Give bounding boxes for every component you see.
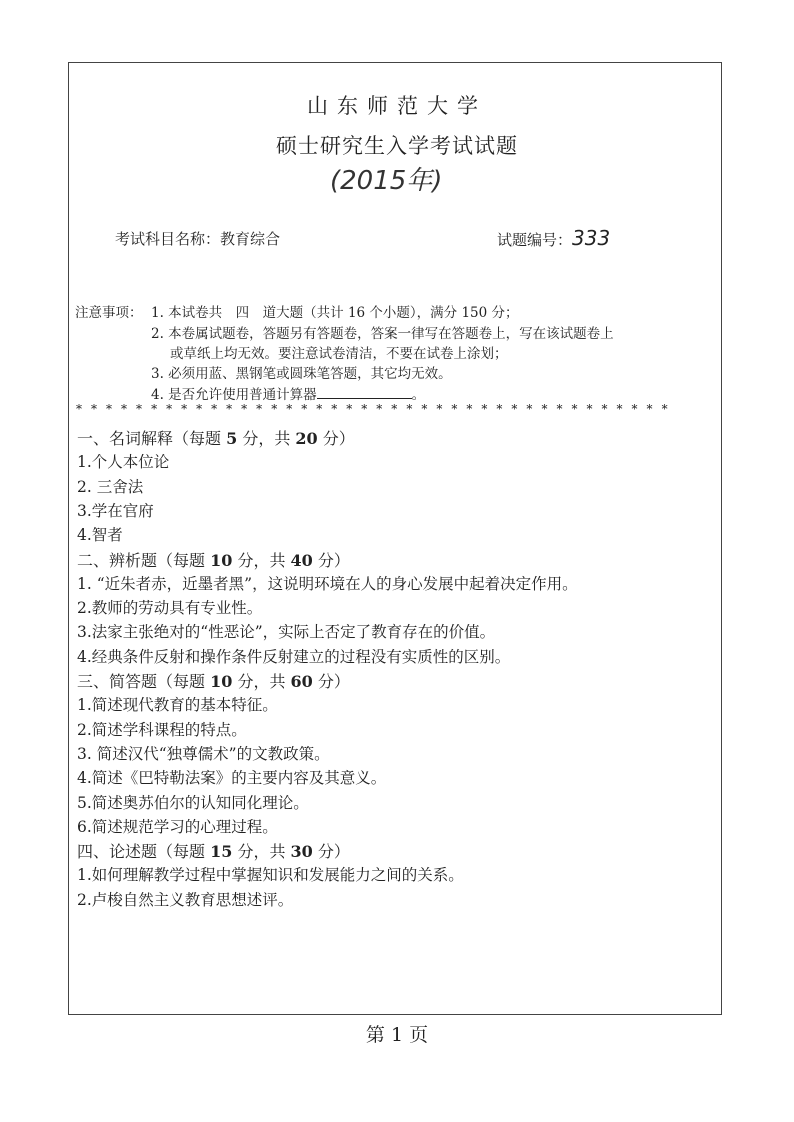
notes-label: 注意事项： [75, 305, 143, 321]
note-item [151, 383, 425, 403]
question-item: 5.简述奥苏伯尔的认知同化理论。 [77, 793, 309, 812]
code-value: 333 [572, 226, 611, 250]
page-number: 第 1 页 [365, 1024, 429, 1046]
question-item: 1.如何理解教学过程中掌握知识和发展能力之间的关系。 [77, 866, 464, 885]
subject-value: 教育综合 [220, 230, 281, 248]
note-item: 3. 必须用蓝、黑钢笔或圆珠笔答题，其它均无效。 [151, 366, 452, 382]
section-title: 二、辨析题（每题 10 分，共 40 分） [77, 550, 350, 570]
note-item-4: 4. 是否允许使用普通计算器 [151, 387, 317, 403]
question-item: 4.智者 [77, 526, 123, 545]
section-title: 三、简答题（每题 10 分，共 60 分） [77, 672, 350, 691]
question-item: 2.卢梭自然主义教育思想述评。 [77, 890, 294, 909]
note-item: 或草纸上均无效。要注意试卷清洁，不要在试卷上涂划； [170, 346, 508, 362]
question-item: 6.简述规范学习的心理过程。 [77, 817, 278, 836]
section-title: 一、名词解释（每题 5 分，共 20 分） [77, 429, 355, 448]
question-item: 1.个人本位论 [77, 453, 170, 472]
question-item: 3. 简述汉代“独尊儒术”的文教政策。 [77, 744, 330, 763]
star-divider: * * * * * * * * * * * * * * * * * * * * * * * * * * * * * * * * * * * * * * * * [76, 402, 671, 416]
code-line [497, 226, 610, 250]
note-item-4-end: 。 [411, 387, 426, 403]
question-item: 4.经典条件反射和操作条件反射建立的过程没有实质性的区别。 [77, 647, 511, 666]
university-name: 山东师范大学 [307, 94, 487, 118]
question-item: 2. 三舍法 [77, 477, 144, 496]
exam-title: 硕士研究生入学考试试题 [276, 134, 518, 158]
note-item: 2. 本卷属试题卷，答题另有答题卷，答案一律写在答题卷上，写在该试题卷上 [151, 326, 614, 342]
question-item: 4.简述《巴特勒法案》的主要内容及其意义。 [77, 769, 387, 788]
question-item: 2.教师的劳动具有专业性。 [77, 599, 263, 618]
subject-label: 考试科目名称： [115, 230, 221, 248]
handwritten-year: (2015年) [330, 166, 443, 196]
question-item: 1.简述现代教育的基本特征。 [77, 696, 278, 715]
question-item: 2.简述学科课程的特点。 [77, 720, 247, 739]
question-item: 3.法家主张绝对的“性恶论”，实际上否定了教育存在的价值。 [77, 623, 496, 642]
question-item: 3.学在官府 [77, 501, 154, 520]
code-label: 试题编号： [497, 231, 573, 249]
section-title: 四、论述题（每题 15 分，共 30 分） [77, 842, 350, 862]
subject-line [115, 228, 280, 249]
question-item: 1. “近朱者赤，近墨者黑”，这说明环境在人的身心发展中起着决定作用。 [77, 574, 578, 593]
note-item: 1. 本试卷共 四 道大题（共计 16 个小题），满分 150 分； [151, 305, 519, 321]
answer-blank [317, 398, 412, 399]
